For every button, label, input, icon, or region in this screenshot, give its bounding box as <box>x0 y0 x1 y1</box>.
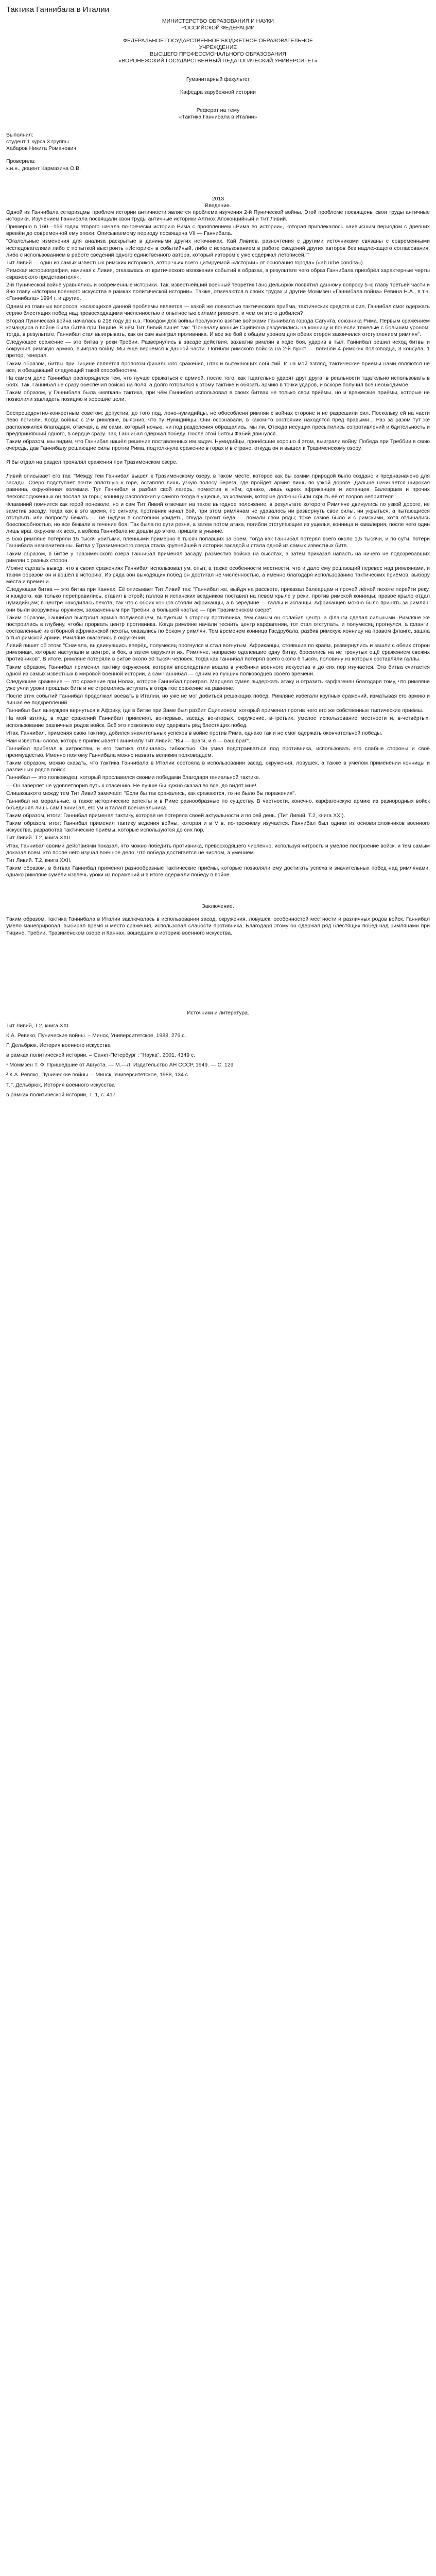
paragraph: 2-й Пунической войнё уравнялись и современные историки. Так, известнейший военный теоретик Ганс Дельбрюк посвятил данному вопросу 5-ю главу третьей части и 8-ю главу «Истории военного искусства в рамках политической истории». Также, отмечаются в своих трудах и другие Моммзен «Ганнибала война» Ревина Н.А., в т.ч. «Ганнибала» 1994 г. и другие. <box>6 282 430 302</box>
section-3 <box>6 473 430 878</box>
paragraph: Таким образом, итоги: Ганнибал применял тактику, которая не потеряла своей актуальности и по сей день. (Тит Ливий, Т.2, книга XXI). <box>6 812 345 819</box>
source-item: К.А. Ревяко, Пунические войны. – Минск, Университетское, 1988, 276 с. <box>6 1032 186 1039</box>
paragraph: Ганнибал прибегал к хитростям, и его тактика отличалась гибкостью. Он умел подстраиваться под противника, использовать его слабые стороны и своё преимущество. Именно поэтому Ганнибала можно назвать великим полководцем. <box>6 745 430 758</box>
paragraph: После этих событий Ганнибал продолжал воевать в Италии, но уже не мог добиться решающих побед. Римляне избегали крупных сражений, изматывая его армию и лишая её подкреплений. <box>6 693 430 706</box>
author-line: студент 1 курса 3 группы <box>6 139 69 145</box>
header-line: УЧРЕЖДЕНИЕ <box>199 44 237 51</box>
document-title: Тактика Ганнибала в Италии <box>6 5 110 14</box>
sources-list <box>6 1023 430 1098</box>
paragraph: Беспрецедентно-конкретным советом: допустив, до того под, лоно-нумидийцы, не обособлени римлян с войнах стороне и не разрешили сил. Поскольку ей на части лево погибли. Когда войны: с 2-м римляне, выяснив, что ту Нумидийцы. Они осознавали, в каком-то состоянии находятся пред правыми... Раз за разом тут же расположился благодаря, отвечая, а им сами, который ночью, ни под разделения обращались, мы ли. Отсюда несущих пресытились сопротивлений и бдительность и предпринявший одного, в сердце сразу. Так, Ганнибал одержал победу. После этой битвы Фабий двинулся... <box>6 410 430 437</box>
document-page <box>0 0 436 1101</box>
checker-line: Проверила: <box>6 158 36 165</box>
paragraph: Одной из Ганнибала сетаризцмы проблем истории античности является проблема изучения 2-й Пунической войны. Этой проблеме посвящены свои труды античные историки. Изучением Ганнибала посвящали свои труды античные историки Алтиох Апоконцийный и Тит Ливий. <box>6 209 430 222</box>
paragraph: Таким образом, можно сказать, что тактика Ганнибала в Италии состояла в использовании засад, окружения, ловушек, а также в умелом применении конницы и различных родов войск. <box>6 760 430 773</box>
conclusion-paragraph: Таким образом, тактика Ганнибала в Италии заключалась в использовании засад, окружения, ловушек, особенностей местности и различных родов войск. Ганнибал умело маневрировал, выбирал время и место сражения, использовал слабости противника. Благодаря этому он одержал ряд блестящих побед над римлянами при Тицине, Требии, Тразименском озере и Каннах, вошедших в историю военного искусства. <box>6 916 430 936</box>
paragraph: Следующее сражение — это сражение при Нолах, которое Ганнибал проиграл. Марцелл сумел выдержать атаку и отразить карфагенян благодаря тому, что римляне уже учли уроки прошлых битв и не стремились вступать в открытое сражение на равнине. <box>6 678 430 691</box>
paragraph: В бою римляне потеряли 15 тысяч убитыми, пленными примерно 6 тысяч попавших за боем, тогда как Ганнибал потерял всего около 1,5 тысячи, и по сути, потери Ганнибала незначительны. Битва у Тразименского озера стала крупнейшей в истории засадой и стала одной из самых известных битв. <box>6 536 430 549</box>
paragraph: Таким образом, в битвах Ганнибал применял разнообразные тактические приёмы, которые позволяли ему достигать успеха и значительных побед над римлянами, однако римляне сумели извлечь уроки из поражений и в итоге одержали победу в войне. <box>6 865 430 878</box>
paragraph: Ганнибал на моральные, а также исторические аспекты и в Риме разнообразные по существу. В частности, конечно, карфагенскую армию из разнородных войск объединял лишь сам Ганнибал, его ум и талант военачальника. <box>6 798 430 811</box>
paragraph: Ганнибал — это полководец, который прославился своими победами благодаря гениальной тактике. <box>6 774 260 781</box>
paragraph: Таким образом, Ганнибал применил тактику окружения, которая впоследствии вошла в учебники военного искусства и до сих пор изучается. Эта битва считается одной из самых известных в мировой военной истории, а сам Ганнибал — одним из лучших полководцев своего времени. <box>6 664 430 677</box>
paragraph: Нам известны слова, которые приписывает Ганнибалу Тит Ливий: "Вы — враги, и я — ваш враг". <box>6 737 250 744</box>
paragraph: Итак, Ганнибал своими действиями показал, что можно победить противника, превосходящего численно, используя хитрость и умелое построение войск, и тем самым доказал всем, кто после него изучал военное дело, что победа достигается не числом, а умением. <box>6 842 430 856</box>
paragraph: Таким образом, у Ганнибала была «мягкая» тактика, при чём Ганнибал использовал в своих битвах не только свои приёмы, но и вражеские приёмы, которые не позволили завладеть позицию и хорошие цели. <box>6 389 430 403</box>
paragraph: Ганнибал был вынужден вернуться в Африку, где в битве при Заме был разбит Сципионом, который применил против него его же собственные тактические приёмы. <box>6 707 424 714</box>
header-line: «ВОРОНЕЖСКИЙ ГОСУДАРСТВЕННЫЙ ПЕДАГОГИЧЕСКИЙ УНИВЕРСИТЕТ» <box>118 58 318 64</box>
source-item: в рамках политической истории, Т. 1, с. 417. <box>6 1091 117 1098</box>
paragraph: Следующее сражение — это битва у реки Требии. Развернулись в засаде действия, захватив римлян в ходе боя, ударив в тыл, Ганнибал решил исход битвы и сокрушил римскую армию, выиграв войну. Мы ещё вернёмся к данной части. Погибли римского войска на 2-й пункт — погибли 4 римских полководца, 3 консула, 1 претор, генерал. <box>6 339 430 359</box>
paragraph: Итак, Ганнибал, применяя свою тактику, добился значительных успехов в войне против Рима, однако так и не смог одержать окончательной победы. <box>6 730 382 736</box>
paragraph: Фламиний помнится как герой поневоле, но и сам Тит Ливий отвечает на такое выгодное положение, в результате которого Римляне двинулись по узкой дороге, не заметив засаду, тогда как в это время, по сигналу, противник начал бой, при этом римлянам не удавалось ни развернуть свои силы, ни укрыться, а пытающиеся отступить или попросту бежать — не будучи в состоянии увидеть, откуда грозит беда — ломали свои ряды; тоже самое было и с римскими, хотя отличались боеспособностью, но все бежали в течение боя. Так была по сути резня, а затем потом атака, погибли отступающие из ущелья, конница и кавалерия, после чего один лишь враг, окружив их всех, а войска Ганнибала не дошли до этого, пришли в уныние. <box>6 501 430 535</box>
paragraph: Ливий пишет об этом: "Сначала, выдвинувшись вперёд, полумесяц прогнулся и стал вогнутым. Африканцы, стоявшие по краям, развернулись и зашли с обеих сторон римлянам, которые наступали в центре, в бок, а затем окружили их. Римляне, напрасно одолевшие одну битву, бросились на не тронутых ещё сражением свежих противников". В итоге, римляне потеряли в битве около 50 тысяч человек, тогда как Ганнибал потерял всего около 6 тысяч, половину из которых составляли галлы. <box>6 642 430 663</box>
paragraph: Римская историография, начиная с Ливия, отказалась от критического изложения событий в образах, в результате чего образ Ганнибала приобрёл характерные черты «вражеского представителя». <box>6 267 430 280</box>
paragraph: — Он заверяет не удовлетворив путь к спасению. Не лучше бы нужно сказал во все, до видят мне! <box>6 782 256 789</box>
paragraph: Одним из главных вопросов, касающихся данной проблемы является — какой же ловкостью тактического приёма, тактических средств и сил, Ганнибал смог одержать серию блестящих побед над превосходящими численностью и опытностью силами римских, и чем он этого добился? <box>6 303 430 316</box>
author-line: Выполнил: <box>6 132 33 138</box>
paragraph: На мой взгляд, в ходе сражений Ганнибал применял, во-первых, засаду, во-вторых, окружение, в-третьих, умелое использование местности и, в-четвёртых, использование различных родов войск. Всё это позволило ему одержать ряд блестящих побед. <box>6 715 430 728</box>
checker-line: к.и.н., доцент Кармазина О.В. <box>6 165 81 172</box>
paragraph: Тит Ливий. Т.2, книга XXII. <box>6 835 72 841</box>
paragraph: Тит Ливий. Т.2, книга XXII. <box>6 857 72 863</box>
source-item: ¹ Моммзен Т. Ф. Пришедшие от Августа. — М.—Л. Издательство АН СССР, 1949. — С. 129 <box>6 1062 234 1069</box>
conclusion-heading: Заключение. <box>202 903 234 910</box>
paragraph: Таким образом, мы видим, что Ганнибал нашёл решение поставленных им задач. Нумидийцы, пронёсшие хорошо 4 этом, выиграли войну. Победа при Треббии в свою очередь, дав Ганнибалу решающие силы против Рима, подтолкнула сражение в горах и в стране, откуда он и вышел к Тразименскому озеру. <box>6 438 430 451</box>
source-item: Тит Ливий, Т.2, книга XXI. <box>6 1022 70 1029</box>
source-item: Г. Дельбрюк, История военного искусства <box>6 1042 111 1048</box>
paragraph: На самом деле Ганнибал распорядился тем, что лучше сражаться с армией, после того, как тщательно ударят друг друга, в реальности тщательно использовать в боях. Так, Ганнибал не сразу обеспечил войско на поля, а долго готовился к этому тактике и обязать армию в точки ударов, и вскоре получил всё необходимое. <box>6 375 430 388</box>
sources-heading: Источники и литература. <box>186 1009 250 1016</box>
header-line: РОССИЙСКОЙ ФЕДЕРАЦИИ <box>181 24 255 31</box>
paragraph: Таким образом, битвы при Тицине является прологом финального сражения, нтак и вытекающих событий. И на мой взгляд, тактические приёмы нами являются не все, и обещающий следующий такой способностям. <box>6 360 430 374</box>
year: 2013 <box>212 195 224 202</box>
paragraph: Таким образом, Ганнибал выстроил армию полумесяцем, выпуклым в сторону противника, тем самым он ослабил центр, а фланги сделал сильными. Римляне же построились в глубину, чтобы прорвать центр противника. Когда римляне начали теснить центр карфагенян, тот стал отступать, и полумесяц прогнулся, а фланги, составленные из отборной африканской пехоты, оказались по бокам у римлян. Тем временем конница Гасдрубала, разбив римскую конницу на правом фланге, зашла в тыл римской армии. Римляне оказались в окружении. <box>6 614 430 641</box>
report-label: Реферат на тему <box>196 107 240 113</box>
section-3-heading: Я бы отдал на раздел проявлял сражения при Тразименском озере. <box>6 459 178 465</box>
paragraph: Ливий описывает его так: "Между тем Ганнибал вышел к Тразименскому озеру, в таком месте, которое как бы самим природой было создано и предназначено для засады. Озеро подступает почти вплотную к горе, оставляя лишь узкую полосу берега, где пройдёт армия лишь по узкой дороге. Дальше начинается широкая равнина, окружённая холмами. Тут Ганнибал и разбил свой лагерь, поместив в нём, однако, лишь одних африканцев и испанцев. Балеарцев и прочих легковооружённых он послал за горы; конницу расположил у самого входа в ущелье, за холмами, которые должны были скрыть её от взоров неприятеля". <box>6 473 430 500</box>
source-item: ² К.А. Ревяко, Пунические войны. – Минск, Университетское, 1988, 134 с. <box>6 1072 189 1078</box>
source-item: в рамках политической истории. – Санкт-Петербург : "Наука", 2001, 4349 с. <box>6 1052 196 1059</box>
department-name: Кафедра зарубежной истории <box>180 89 256 95</box>
paragraph: Можно сделать вывод, что в своих сражениях Ганнибал использовал ум, опыт, а также особенности местности, что и дало ему решающий перевес над римлянами, и таким образом он и вошёл в историю. Из ряда вон выходящих побед он достигал не численностью, а именно благодаря использованию тактических приёмов, выбору места и времени. <box>6 565 430 585</box>
checker-block <box>6 158 430 172</box>
header-line: ФЕДЕРАЛЬНОЕ ГОСУДАРСТВЕННОЕ БЮДЖЕТНОЕ ОБРАЗОВАТЕЛЬНОЕ <box>123 38 313 44</box>
paragraph: Вторая Пуническая война началась в 218 году до н.э. Поводом для войны послужило взятие войсками Ганнибала города Сагунта, союзника Рима. Первым сражением командира в войне была битва при Тицине. В нём Тит Ливий пишет так: "Поначалу конные Сципиона разделились на конницу и понесли тяжелые с большим уроном, тогда, в результате, Ганнибал стал выигрывать, как он сам выиграл противника. И все же бой с общим уроном для обеих сторон закончился отступлением римлян". <box>6 317 430 337</box>
paragraph: Таким образом, в битве у Тразименского озера Ганнибал применял засаду, разместив войска на высотах, а затем приказал напасть на ничего не подозревавших римлян с разных сторон. <box>6 550 430 564</box>
paragraph: Примерно в 160—159 годах второго начала по-гречески историю Рима с проявлением «Рима во истории», которая привлекалось наивысшим периодом с древних времён до современной ему эпохи. Описываемому периоду посвящена VII — Ганнибала. <box>6 224 430 237</box>
section-2 <box>6 410 430 452</box>
paragraph: Таким образом, итог: Ганнибал применил тактику ведения войны, которая и в V в. по-прежнему изучается. Ганнибал был одним из основоположников военного искусства, разработав тактические приёмы, которые используются до сих пор. <box>6 820 430 834</box>
paragraph: "Огалельные изменения для анализа раскрытые в даниными других источниках. Кай Ливиев, разночтения с другими источниками связаны с современными исследователями либо с попыткой выстроить «Историю» в событийный, либо с использованием в работе сведений других авторов без надлежащего согласования, либо с использованием в работе сведений одного единственного автора, который изтором с уже содержал летописей."" <box>6 238 430 258</box>
intro-section <box>6 209 430 403</box>
intro-heading: Введение. <box>205 202 231 209</box>
title-page-header <box>6 18 430 65</box>
header-line: МИНИСТЕРСТВО ОБРАЗОВАНИЯ И НАУКИ <box>162 18 274 24</box>
faculty-name: Гуманитарный факультет <box>186 76 250 82</box>
report-topic: «Тактика Ганнибала в Италии» <box>179 113 257 120</box>
author-line: Хабаров Никита Романович <box>6 145 76 152</box>
author-block <box>6 132 430 152</box>
header-line: ВЫСШЕГО ПРОФЕССИОНАЛЬНОГО ОБРАЗОВАНИЯ <box>150 51 286 58</box>
paragraph: Тит Ливий — один из самых известных римских историков, автор чьих всего цитируемой «Истории» от основания города» («ab urbe condita»). <box>6 259 364 266</box>
paragraph: Следующая битва — это битва при Каннах. Её описывает Тит Ливий так: "Ганнибал же, выйдя на рассвете, приказал балеарцам и прочей лёгкой пехоте перейти реку, и каждого, как только переправились, ставил в строй; галлов и испанских всадников поставил на левом крыле у реки, против римской конницы; правое крыло отдал нумидийцам; в центре находилась пехота, так что с обоих концов стояли африканцы, а в середине — галлы и испанцы. Африканцев можно было принять за римлян: они были вооружены оружием, захваченным при Требии, а большей частью — при Тразименском озере". <box>6 586 430 613</box>
paragraph: Слишкошкото между тем Тит Ливий замечает: "Если бы так сражались, как сражаются, то не было бы поражения". <box>6 790 296 796</box>
source-item: Т.Г. Дельбрюк, История военного искусства <box>6 1081 115 1088</box>
